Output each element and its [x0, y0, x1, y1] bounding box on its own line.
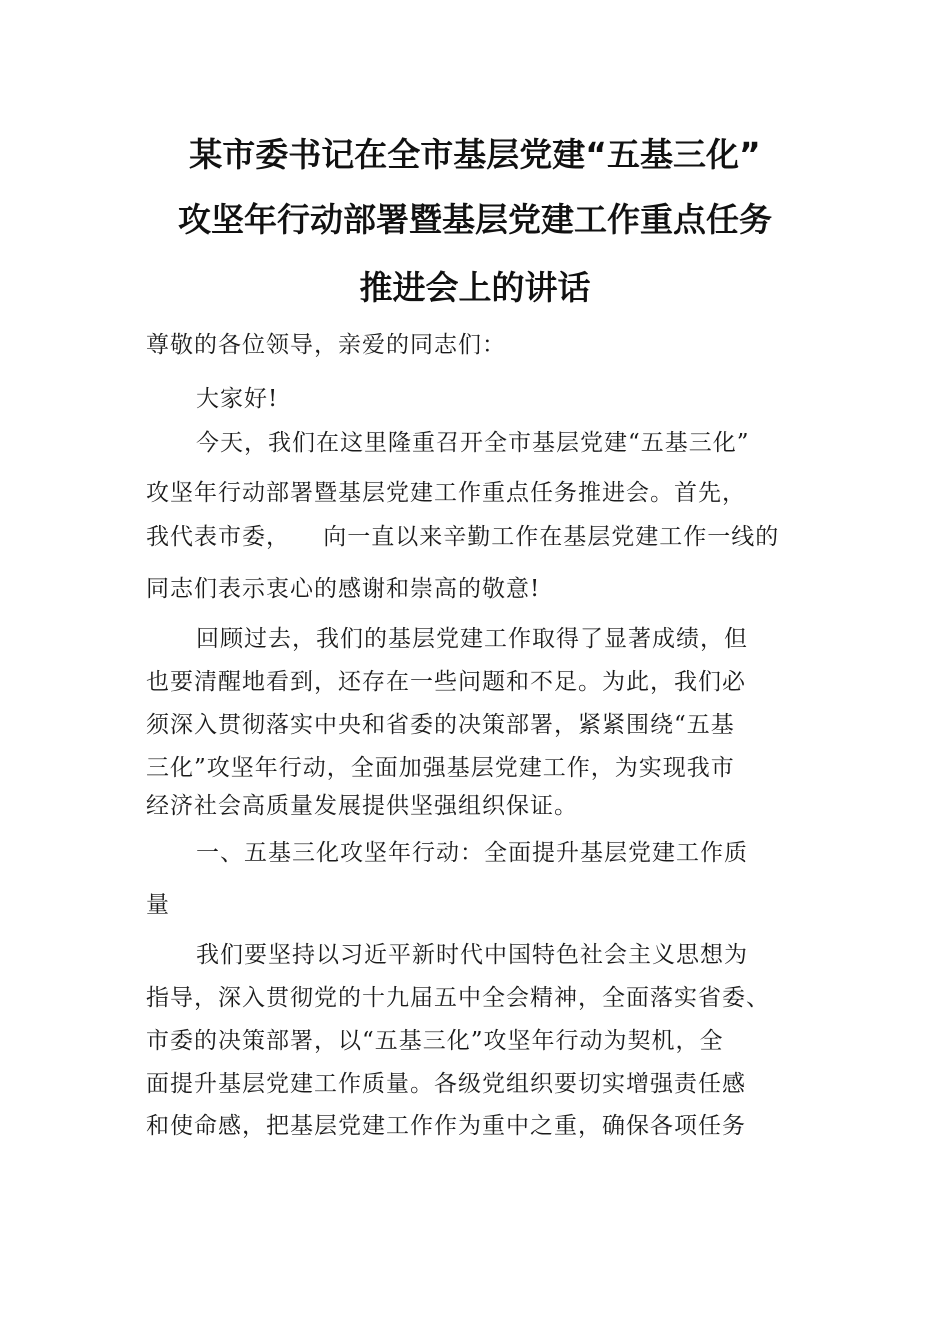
paragraph-line: 指导，深入贯彻党的十九届五中全会精神，全面落实省委、	[146, 985, 770, 1011]
salutation: 尊敬的各位领导，亲爱的同志们：	[146, 332, 506, 358]
document-title-line-2: 攻坚年行动部署暨基层党建工作重点任务	[178, 200, 772, 239]
paragraph-line: 和使命感，把基层党建工作作为重中之重，确保各项任务	[146, 1113, 746, 1139]
paragraph-line: 同志们表示衷心的感谢和崇高的敬意!	[146, 576, 541, 602]
paragraph-line: 也要清醒地看到，还存在一些问题和不足。为此，我们必	[146, 669, 746, 695]
paragraph-line: 三化”攻坚年行动，全面加强基层党建工作，为实现我市	[146, 755, 735, 781]
paragraph-line: 回顾过去，我们的基层党建工作取得了显著成绩，但	[196, 626, 748, 652]
greeting: 大家好!	[196, 386, 279, 412]
document-title-line-1: 某市委书记在全市基层党建“五基三化”	[189, 135, 761, 174]
section-heading-line: 量	[146, 892, 170, 918]
paragraph-line: 今天，我们在这里隆重召开全市基层党建“五基三化”	[196, 430, 750, 456]
paragraph-line: 面提升基层党建工作质量。各级党组织要切实增强责任感	[146, 1071, 746, 1097]
section-heading-line: 一、五基三化攻坚年行动：全面提升基层党建工作质	[196, 840, 748, 866]
paragraph-line: 市委的决策部署，以“五基三化”攻坚年行动为契机，全	[146, 1028, 724, 1054]
paragraph-line: 我们要坚持以习近平新时代中国特色社会主义思想为	[196, 942, 748, 968]
paragraph-line: 须深入贯彻落实中央和省委的决策部署，紧紧围绕“五基	[146, 712, 735, 738]
paragraph-line: 经济社会高质量发展提供坚强组织保证。	[146, 793, 578, 819]
paragraph-line: 攻坚年行动部署暨基层党建工作重点任务推进会。首先，	[146, 480, 746, 506]
document-title-line-3: 推进会上的讲话	[359, 268, 591, 307]
paragraph-line: 我代表市委， 向一直以来辛勤工作在基层党建工作一线的	[146, 524, 780, 550]
